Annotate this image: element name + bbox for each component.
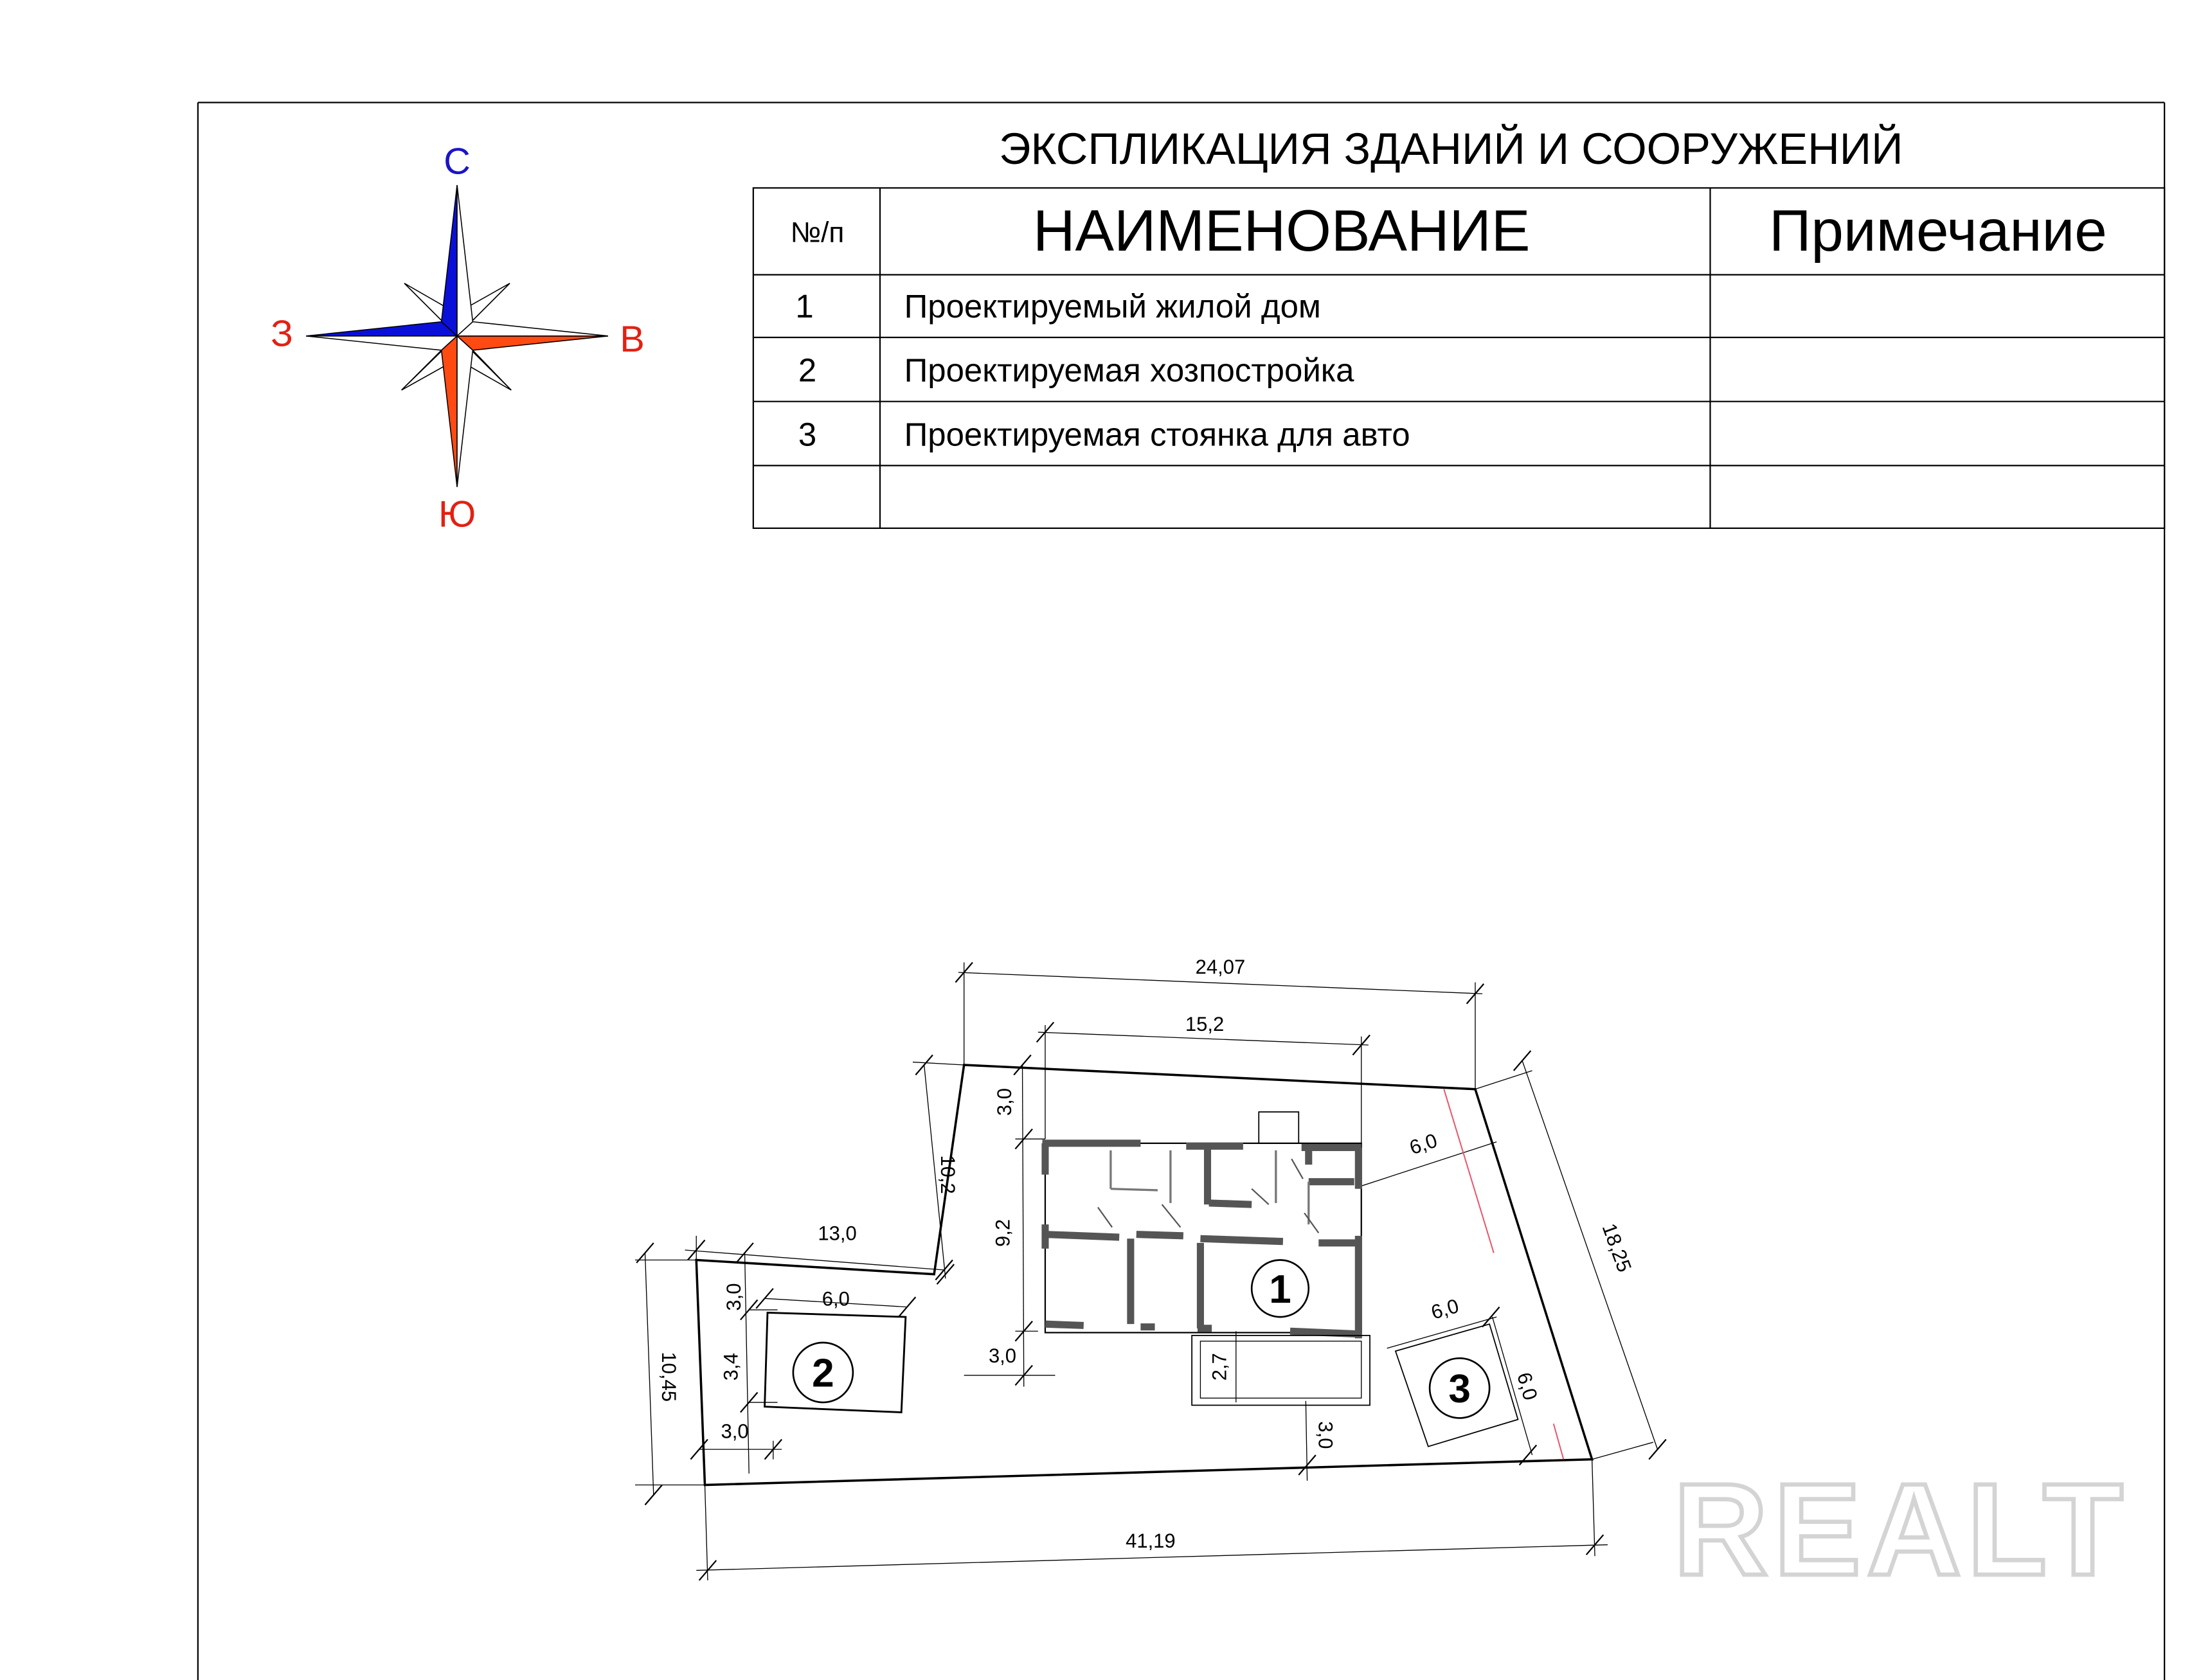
dim-left-notch: 10,2 [937, 1155, 960, 1194]
dim-parking-width: 6,0 [1428, 1294, 1462, 1324]
red-setback-line [1554, 1424, 1564, 1459]
dim-house-width: 15,2 [1185, 1012, 1225, 1035]
dim-outbuilding-width: 6,0 [822, 1287, 850, 1310]
dimension-lines [635, 963, 1658, 1580]
realt-watermark: REALT [1673, 1457, 2129, 1604]
house-marker-number: 1 [1269, 1267, 1291, 1312]
compass-ray-south-left [442, 336, 457, 487]
dim-house-offset-top: 3,0 [993, 1088, 1016, 1116]
house-plan [1043, 1112, 1370, 1405]
dim-house-offset-left: 3,0 [988, 1344, 1017, 1367]
site-plan [635, 956, 1666, 1580]
house-walls [1043, 1143, 1361, 1338]
explication-title: ЭКСПЛИКАЦИЯ ЗДАНИЙ И СООРУЖЕНИЙ [999, 123, 1903, 174]
table-header-note: Примечание [1769, 198, 2107, 264]
compass-ray-east-top [457, 322, 608, 336]
compass-rose [271, 141, 645, 535]
parking-marker-number: 3 [1448, 1367, 1471, 1412]
table-row-name: Проектируемая стоянка для авто [904, 416, 1410, 453]
dim-outbuilding-depth: 3,4 [719, 1353, 742, 1381]
compass-label-west: З [271, 313, 293, 355]
table-row-num: 2 [798, 352, 817, 389]
explication-table [753, 124, 2164, 528]
compass-ray-north-right [457, 185, 472, 336]
dim-outbuilding-offset-left: 3,0 [721, 1420, 749, 1443]
compass-ray-west-bottom [306, 336, 457, 350]
dim-outbuilding-offset-top: 3,0 [722, 1283, 745, 1311]
compass-ray-north-left [442, 185, 457, 336]
dim-right-offset: 6,0 [1406, 1129, 1441, 1159]
plot-boundary [696, 1065, 1592, 1485]
table-header-name: НАИМЕНОВАНИЕ [1032, 198, 1531, 264]
compass-label-north: С [444, 141, 471, 183]
dimension-ticks [636, 963, 1666, 1580]
table-row-num: 1 [795, 288, 814, 325]
dim-right-side: 18,25 [1597, 1220, 1636, 1275]
outbuilding-marker-number: 2 [812, 1351, 834, 1396]
dim-house-depth: 9,2 [991, 1219, 1014, 1247]
compass-ray-west-top [306, 322, 457, 336]
dim-porch-offset-bottom: 3,0 [1314, 1421, 1337, 1449]
outbuilding [765, 1312, 906, 1412]
house-entrance [1259, 1112, 1298, 1143]
dim-bottom-total: 41,19 [1126, 1529, 1176, 1552]
compass-ray-south-right [457, 336, 472, 487]
dim-notch-width: 13,0 [818, 1222, 857, 1245]
compass-label-south: Ю [438, 494, 476, 535]
dim-left-side: 10,45 [658, 1352, 681, 1402]
dim-porch-depth: 2,7 [1208, 1353, 1231, 1381]
red-setback-line [1444, 1089, 1494, 1253]
table-row-name: Проектируемая хозпостройка [904, 352, 1354, 389]
dim-top-total: 24,07 [1195, 956, 1246, 979]
table-row-name: Проектируемый жилой дом [904, 288, 1321, 325]
table-row-num: 3 [798, 416, 817, 453]
compass-ray-east-bottom [457, 336, 608, 350]
table-header-num: №/п [790, 217, 845, 249]
compass-label-east: В [620, 319, 645, 361]
dim-parking-depth: 6,0 [1513, 1370, 1542, 1403]
